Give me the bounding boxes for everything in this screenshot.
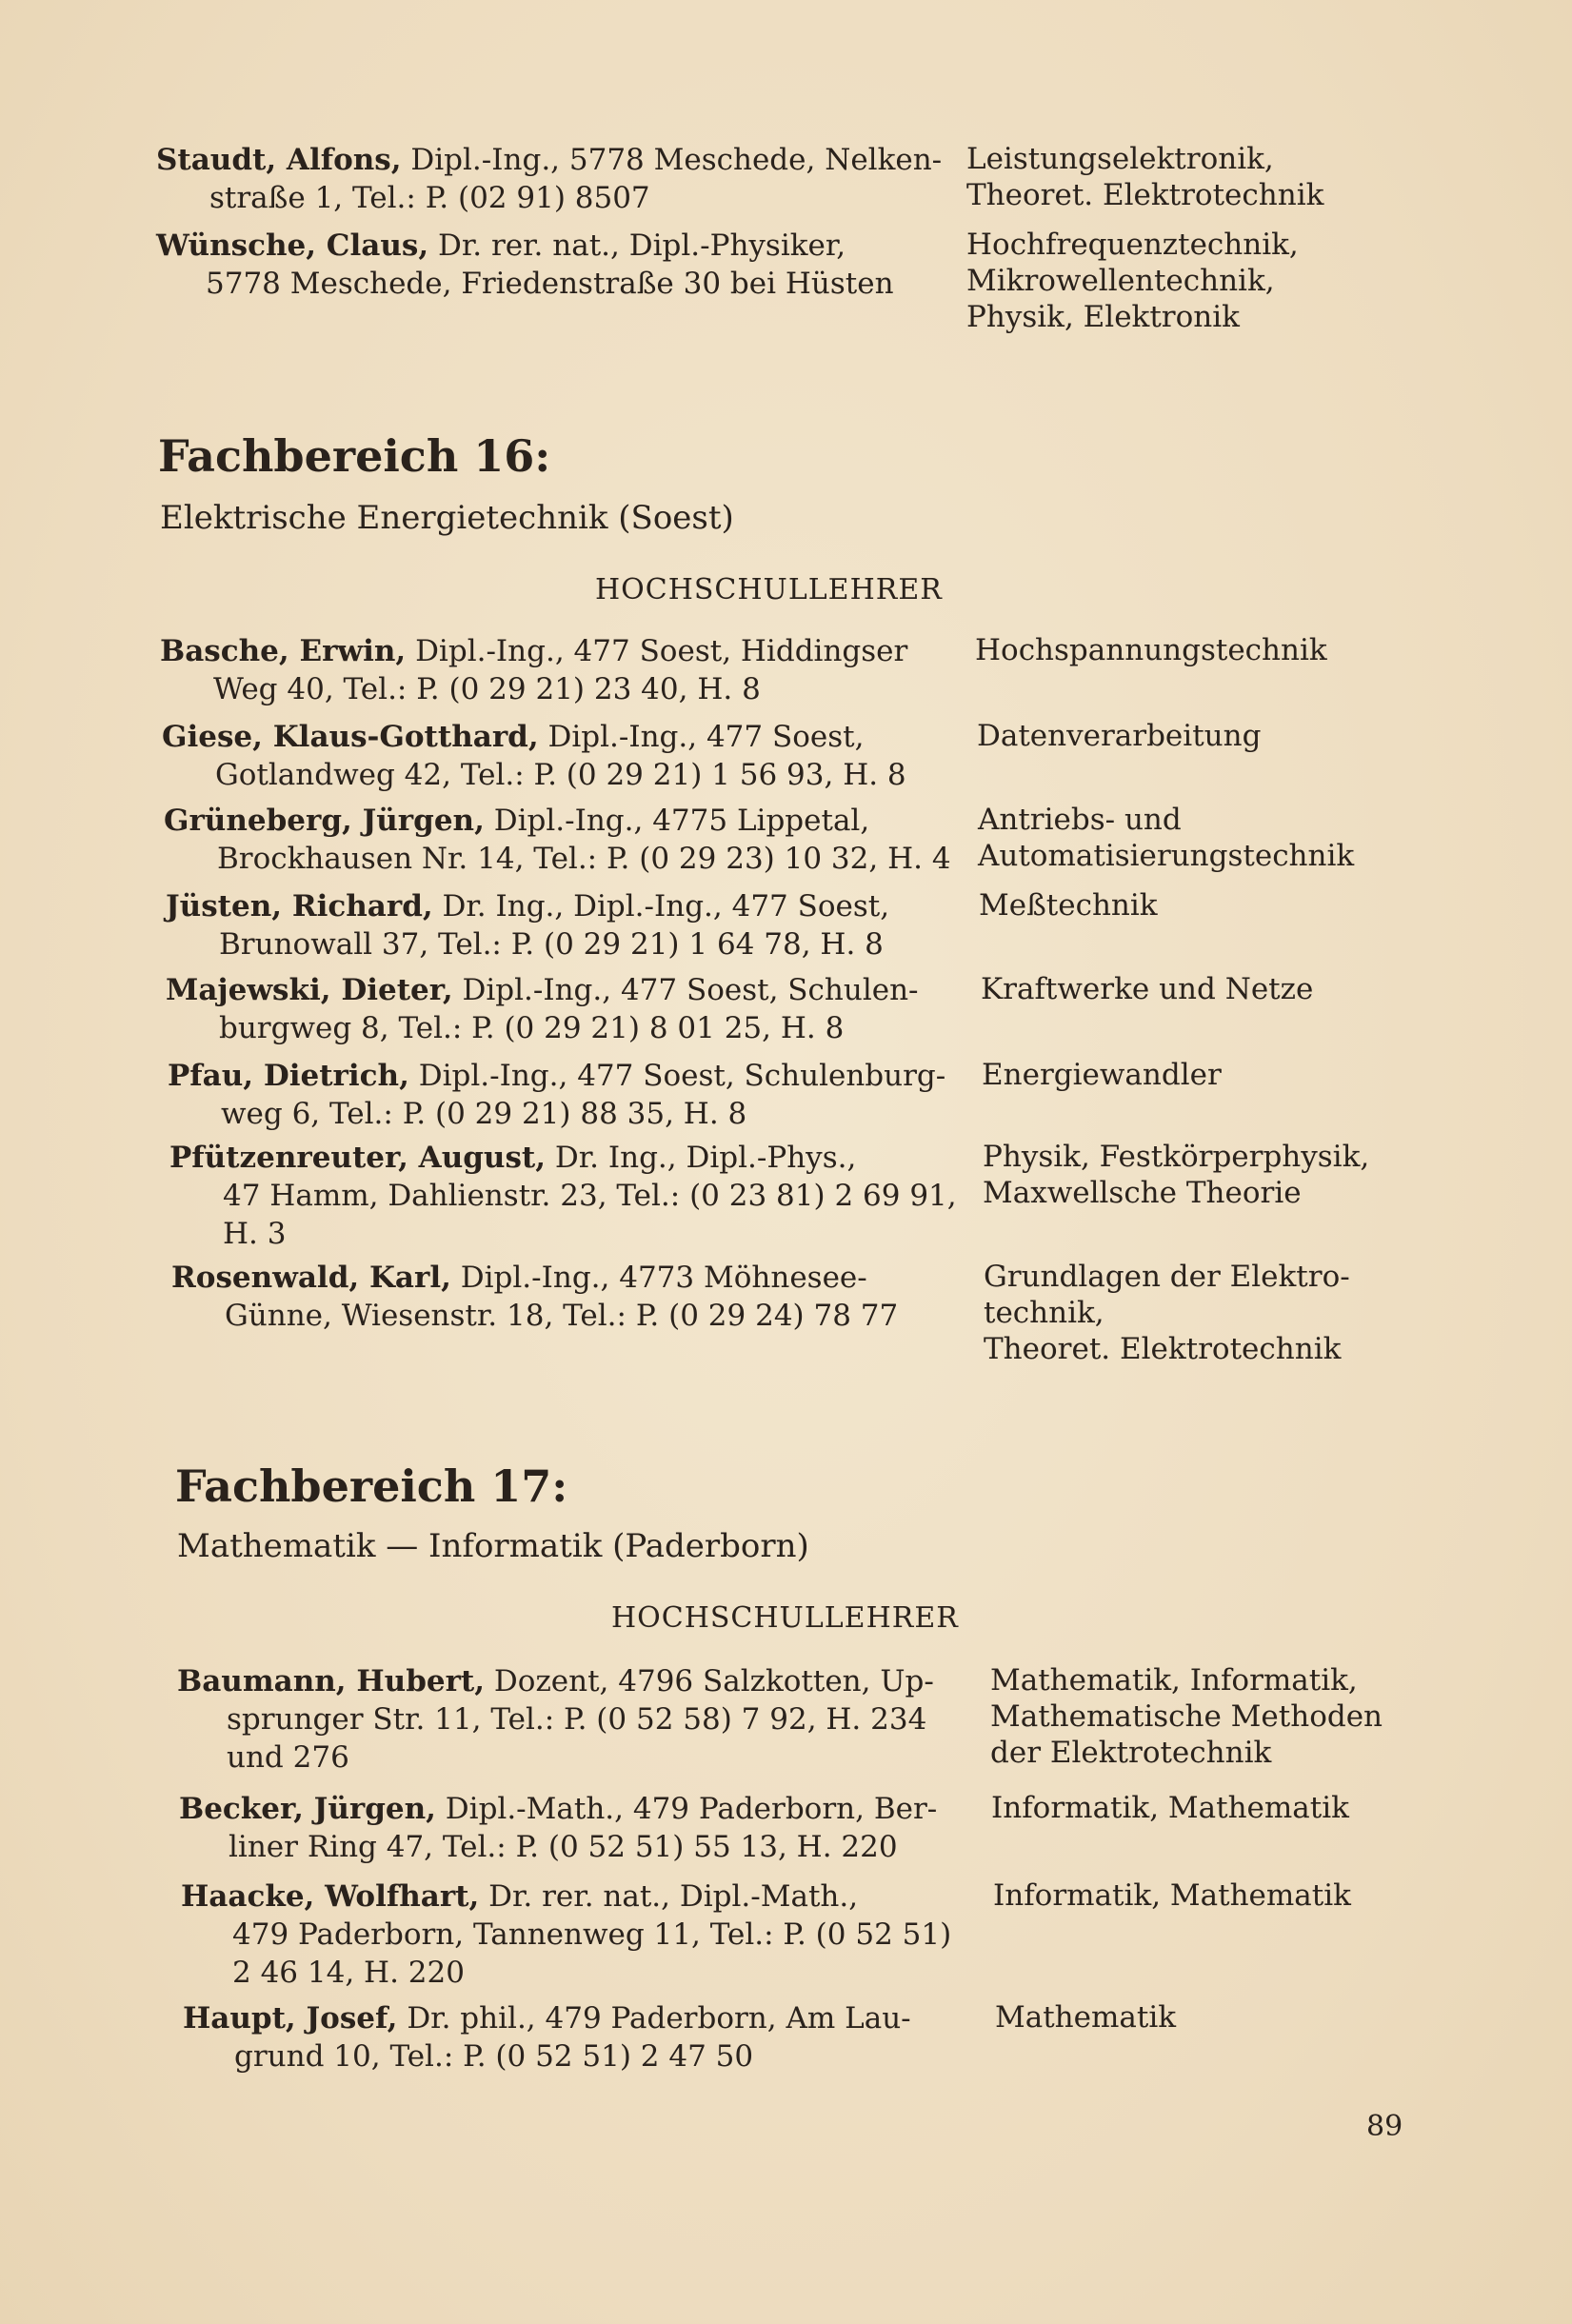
entry-name: Staudt, Alfons, — [156, 143, 402, 177]
page: Staudt, Alfons, Dipl.-Ing., 5778 Meschede, Nelken- straße 1, Tel.: P. (02 91) 8507 Leistungselektronik, Theoret. Elektrotechnik Wünsche, Claus, Dr. rer. nat., Dipl.-Physiker, 5778 Meschede, Friedenstraße 30 bei Hüsten Hochfrequenztechnik, Mikrowellentechnik, Physik, Elektronik Fachbereich 16: Elektrische Energietechnik (Soest) HOCHSCHULLEHRER Basche, Erwin, Dipl.-Ing., 477 Soest, Hiddingser Weg 40, Tel.: P. (0 29 21) 23 40, H. 8 Hochspannungstechnik Giese, Klaus-Gotthard, Dipl.-Ing., 477 Soest, Gotlandweg 42, Tel.: P. (0 29 21) 1 56 93, H. 8 Datenverarbeitung Grüneberg, Jürgen, Dipl.-Ing., 4775 Lippetal, Brockhausen Nr. 14, Tel.: P. (0 29 23) 10 32, H. 4 Antriebs- und Automatisierungstechnik Jüsten, Richard, Dr. Ing., Dipl.-Ing., 477 Soest, Brunowall 37, Tel.: P. (0 29 21) 1 64 78, H. 8 Meßtechnik Majewski, Dieter, Dipl.-Ing., 477 Soest, Schulen- burgweg 8, Tel.: P. (0 29 21) 8 01 25, H. 8 Kraftwerke und Netze Pfau, Dietrich, Dipl.-Ing., 477 Soest, Schulenburg- weg 6, Tel.: P. (0 29 21) 88 35, H. 8 Energiewandler Pfützenreuter, August, Dr. Ing., Dipl.-Phys., 47 Hamm, Dahlienstr. 23, Tel.: (0 23 81) 2 69 91, H. 3 Physik, Festkörperphysik, Maxwellsche Theorie Rosenwald, Karl, Dipl.-Ing., 4773 Möhnesee- Günne, Wiesenstr. 18, Tel.: P. (0 29 24) 78 77 Grundlagen der Elektro- technik, Theoret. Elektrotechnik Fachbereich 17: Mathematik — Informatik (Paderborn) HOCHSCHULLEHRER Baumann, Hubert, Dozent, 4796 Salzkotten, Up- sprunger Str. 11, Tel.: P. (0 52 58) 7 92, H. 234 und 276 Mathematik, Informatik, Mathematische Methoden der Elektrotechnik Becker, Jürgen, Dipl.-Math., 479 Paderborn, Ber- liner Ring 47, Tel.: P. (0 52 51) 55 13, H. 220 Informatik, Mathematik Haacke, Wolfhart, Dr. rer. nat., Dipl.-Math., 479 Paderborn, Tannenweg 11, Tel.: P. (0 52 51) 2 46 14, H. 220 Informatik, Mathematik Haupt, Josef, Dr. phil., 479 Paderborn, Am Lau- grund 10, Tel.: P. (0 52 51) 2 47 50 Mathematik 89 — [0, 0, 1572, 2324]
entry-subject: Leistungselektronik, Theoret. Elektrotechnik — [966, 142, 1324, 212]
section-16-subtitle: Elektrische Energietechnik (Soest) — [160, 499, 734, 537]
entry-name: Wünsche, Claus, — [156, 228, 429, 263]
section-17-subtitle: Mathematik — Informatik (Paderborn) — [177, 1527, 809, 1565]
section-16-heading: Fachbereich 16: — [158, 430, 551, 482]
section-16-group-label: HOCHSCHULLEHRER — [595, 573, 943, 606]
section-17-group-label: HOCHSCHULLEHRER — [611, 1601, 959, 1635]
section-17-heading: Fachbereich 17: — [175, 1460, 568, 1512]
entry-address: Staudt, Alfons, Dipl.-Ing., 5778 Meschede, Nelken- straße 1, Tel.: P. (02 91) 8507 — [156, 143, 943, 215]
entry-subject: Hochfrequenztechnik, Mikrowellentechnik, Physik, Elektronik — [966, 228, 1299, 334]
page-number: 89 — [1366, 2110, 1403, 2143]
entry-address: Wünsche, Claus, Dr. rer. nat., Dipl.-Physiker, 5778 Meschede, Friedenstraße 30 bei Hüsten — [156, 228, 894, 301]
